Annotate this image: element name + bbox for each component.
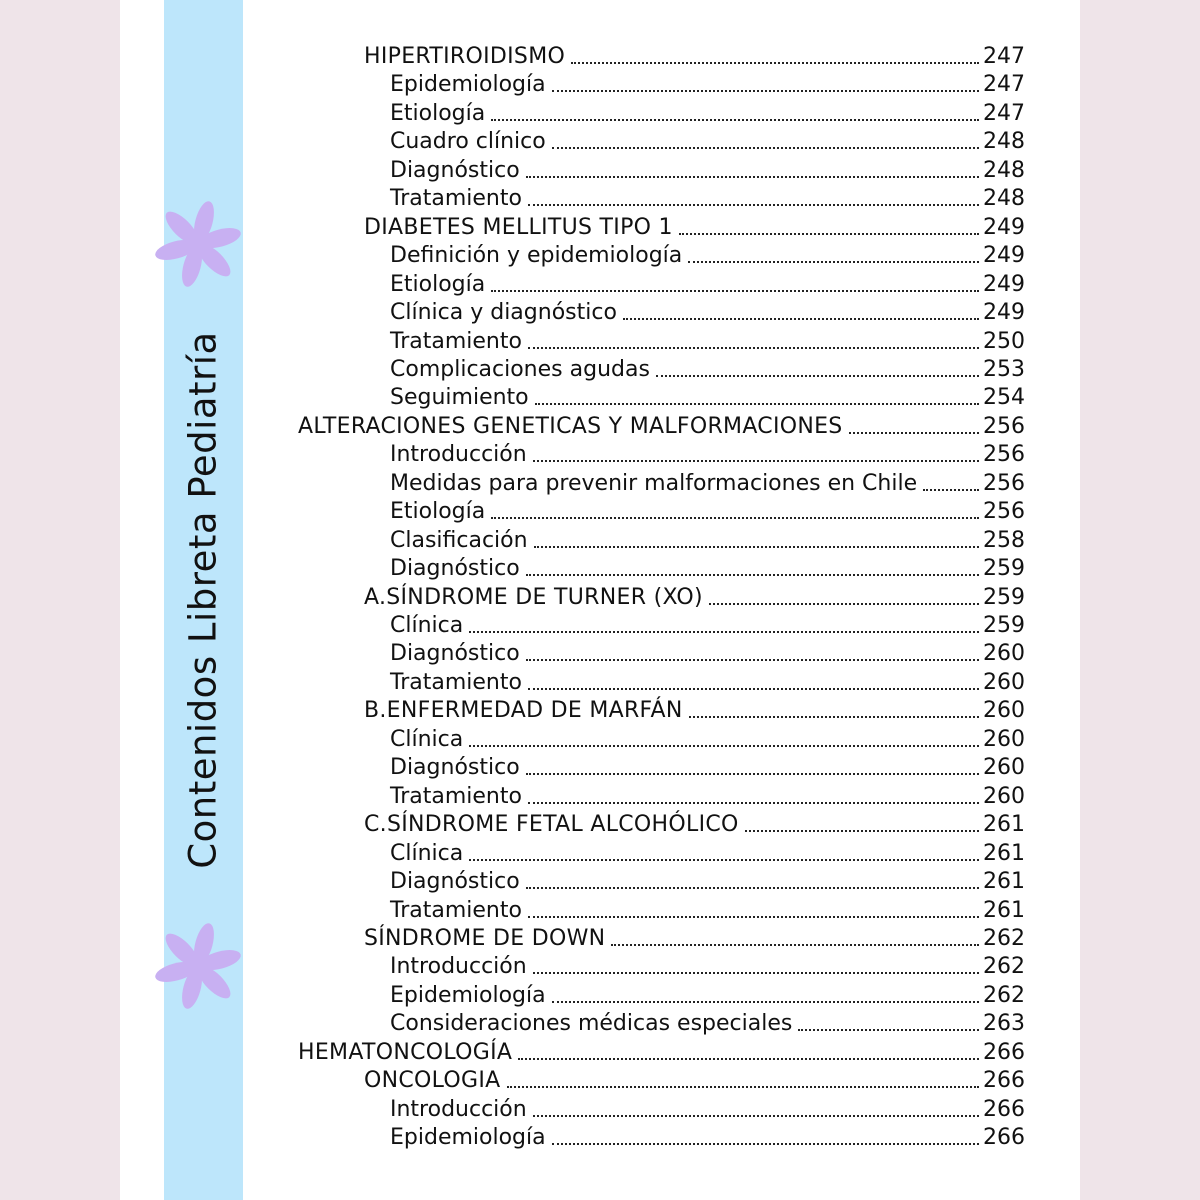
toc-page-number: 249 xyxy=(983,300,1025,326)
toc-page-number: 248 xyxy=(983,186,1025,212)
toc-entry-title: Etiología xyxy=(390,100,486,126)
toc-dot-leader xyxy=(688,261,979,263)
toc-page-number: 249 xyxy=(983,214,1025,240)
toc-entry-title: Medidas para prevenir malformaciones en Chile xyxy=(390,470,918,496)
toc-entry xyxy=(390,328,1025,356)
toc-entry xyxy=(364,697,1025,725)
toc-page-number: 259 xyxy=(983,613,1025,638)
toc-dot-leader xyxy=(745,830,979,832)
toc-page-number: 260 xyxy=(983,783,1025,809)
toc-entry xyxy=(390,185,1025,213)
toc-entry xyxy=(390,100,1025,128)
toc-entry-title: Tratamiento xyxy=(390,186,522,212)
toc-entry xyxy=(390,783,1025,811)
toc-entry-title: A.SÍNDROME DE TURNER (XO) xyxy=(364,584,703,610)
toc-dot-leader xyxy=(849,432,979,434)
toc-entry-title: Introducción xyxy=(390,442,527,468)
toc-entry xyxy=(390,299,1025,327)
toc-dot-leader xyxy=(526,659,979,661)
toc-entry-title: Diagnóstico xyxy=(390,641,520,667)
toc-entry-title: Complicaciones agudas xyxy=(390,356,650,382)
toc-entry xyxy=(390,242,1025,270)
toc-entry xyxy=(364,43,1025,71)
toc-page-number: 261 xyxy=(983,869,1025,895)
toc-dot-leader xyxy=(623,318,979,320)
toc-page-number: 250 xyxy=(983,328,1025,354)
toc-entry xyxy=(390,897,1025,925)
toc-entry xyxy=(364,214,1025,242)
toc-dot-leader xyxy=(528,916,979,918)
toc-dot-leader xyxy=(552,147,979,149)
toc-dot-leader xyxy=(469,745,979,747)
toc-entry xyxy=(390,470,1025,498)
toc-dot-leader xyxy=(534,546,979,548)
toc-dot-leader xyxy=(526,887,979,889)
toc-dot-leader xyxy=(469,631,979,633)
toc-entry-title: HIPERTIROIDISMO xyxy=(364,44,566,69)
toc-entry-title: Clínica y diagnóstico xyxy=(390,300,617,326)
toc-page-number: 256 xyxy=(983,499,1025,525)
toc-entry-title: Clínica xyxy=(390,613,464,638)
toc-entry-title: Introducción xyxy=(390,1096,527,1122)
toc-entry-title: Seguimiento xyxy=(390,385,529,411)
toc-page-number: 262 xyxy=(983,925,1025,951)
flower-icon xyxy=(150,918,246,1014)
toc-dot-leader xyxy=(528,688,979,690)
toc-entry xyxy=(390,527,1025,555)
flower-icon-graphic xyxy=(150,196,246,292)
toc-dot-leader xyxy=(491,517,979,519)
toc-page-number: 266 xyxy=(983,1096,1025,1122)
toc-entry-title: HEMATONCOLOGÍA xyxy=(298,1039,513,1065)
toc-page-number: 247 xyxy=(983,72,1025,98)
toc-entry xyxy=(298,413,1025,441)
toc-entry-title: Diagnóstico xyxy=(390,157,520,183)
toc-entry xyxy=(364,925,1025,953)
toc-entry-title: Etiología xyxy=(390,499,486,525)
toc-dot-leader xyxy=(656,375,979,377)
toc-entry-title: Clínica xyxy=(390,726,464,752)
toc-entry-title: Consideraciones médicas especiales xyxy=(390,1011,793,1037)
toc-entry xyxy=(390,754,1025,782)
toc-entry xyxy=(364,1067,1025,1095)
toc-entry xyxy=(390,612,1025,640)
toc-page-number: 260 xyxy=(983,726,1025,752)
toc-page-number: 260 xyxy=(983,669,1025,695)
toc-entry xyxy=(390,726,1025,754)
toc-dot-leader xyxy=(507,1086,979,1088)
toc-dot-leader xyxy=(528,347,979,349)
toc-entry-title: Epidemiología xyxy=(390,1125,546,1151)
toc-entry-title: Etiología xyxy=(390,271,486,297)
toc-entry-title: ONCOLOGIA xyxy=(364,1068,501,1094)
toc-entry xyxy=(390,1124,1025,1152)
toc-entry xyxy=(390,157,1025,185)
toc-entry xyxy=(364,811,1025,839)
toc-page-number: 256 xyxy=(983,470,1025,496)
toc-entry-title: Clínica xyxy=(390,840,464,866)
toc-page-number: 256 xyxy=(983,442,1025,468)
toc-entry-title: SÍNDROME DE DOWN xyxy=(364,925,606,951)
toc-entry-title: Tratamiento xyxy=(390,669,522,695)
toc-entry-title: Epidemiología xyxy=(390,982,546,1008)
toc-entry xyxy=(390,669,1025,697)
toc-dot-leader xyxy=(518,1058,979,1060)
flower-icon-graphic xyxy=(150,918,246,1014)
toc-dot-leader xyxy=(689,716,979,718)
toc-entry-title: Epidemiología xyxy=(390,72,546,98)
toc-entry xyxy=(390,868,1025,896)
flower-icon xyxy=(150,196,246,292)
toc-page-number: 261 xyxy=(983,840,1025,866)
toc-entry-title: Tratamiento xyxy=(390,328,522,354)
toc-entry-title: ALTERACIONES GENETICAS Y MALFORMACIONES xyxy=(298,413,843,439)
toc-page-number: 266 xyxy=(983,1068,1025,1094)
toc-page-number: 249 xyxy=(983,271,1025,297)
toc-page-number: 260 xyxy=(983,698,1025,724)
toc-entry xyxy=(390,1096,1025,1124)
toc-entry-title: Cuadro clínico xyxy=(390,129,546,155)
toc-dot-leader xyxy=(611,944,979,946)
toc-page-number: 254 xyxy=(983,385,1025,411)
toc-entry xyxy=(390,982,1025,1010)
toc-dot-leader xyxy=(533,1115,979,1117)
toc-entry xyxy=(390,271,1025,299)
toc-entry-title: Definición y epidemiología xyxy=(390,243,683,269)
toc-page-number: 256 xyxy=(983,413,1025,439)
toc-entry-title: B.ENFERMEDAD DE MARFÁN xyxy=(364,698,683,724)
toc-page-number: 260 xyxy=(983,641,1025,667)
toc-entry-title: Diagnóstico xyxy=(390,556,520,582)
toc-page-number: 247 xyxy=(983,100,1025,126)
toc-dot-leader xyxy=(798,1029,979,1031)
toc-entry-title: Introducción xyxy=(390,954,527,980)
toc-dot-leader xyxy=(571,62,979,64)
toc-dot-leader xyxy=(469,859,979,861)
toc-entry xyxy=(364,584,1025,612)
toc-entry xyxy=(390,1010,1025,1038)
toc-dot-leader xyxy=(528,204,979,206)
flower-center xyxy=(189,957,206,974)
toc-dot-leader xyxy=(528,802,979,804)
toc-page-number: 261 xyxy=(983,897,1025,923)
toc-entry xyxy=(298,1039,1025,1067)
toc-dot-leader xyxy=(526,574,979,576)
toc-entry xyxy=(390,441,1025,469)
toc-dot-leader xyxy=(491,119,979,121)
toc-entry xyxy=(390,356,1025,384)
flower-center xyxy=(189,235,206,252)
toc-page-number: 248 xyxy=(983,157,1025,183)
toc-dot-leader xyxy=(709,603,979,605)
toc-entry-title: Tratamiento xyxy=(390,783,522,809)
toc-dot-leader xyxy=(533,460,979,462)
toc-page-number: 262 xyxy=(983,954,1025,980)
toc-entry-title: C.SÍNDROME FETAL ALCOHÓLICO xyxy=(364,812,739,838)
toc-dot-leader xyxy=(552,1143,979,1145)
toc-page-number: 259 xyxy=(983,556,1025,582)
toc-entry xyxy=(390,128,1025,156)
toc-entry-title: Diagnóstico xyxy=(390,869,520,895)
toc-entry xyxy=(390,840,1025,868)
toc-entry-title: Diagnóstico xyxy=(390,755,520,781)
toc-dot-leader xyxy=(526,176,979,178)
toc-dot-leader xyxy=(923,489,979,491)
toc-entry xyxy=(390,640,1025,668)
toc-page-number: 266 xyxy=(983,1125,1025,1151)
toc-dot-leader xyxy=(533,972,979,974)
toc-entry xyxy=(390,384,1025,412)
toc-page-number: 248 xyxy=(983,129,1025,155)
toc-page-number: 263 xyxy=(983,1011,1025,1037)
toc-page-number: 259 xyxy=(983,584,1025,610)
toc-entry xyxy=(390,953,1025,981)
toc-dot-leader xyxy=(552,1001,979,1003)
toc-page-number: 260 xyxy=(983,755,1025,781)
toc-dot-leader xyxy=(679,233,979,235)
toc-page-number: 258 xyxy=(983,527,1025,553)
toc-dot-leader xyxy=(526,773,979,775)
toc-page-number: 249 xyxy=(983,243,1025,269)
toc-entry-title: Tratamiento xyxy=(390,897,522,923)
toc-entry-title: Clasificación xyxy=(390,527,528,553)
toc-dot-leader xyxy=(491,290,979,292)
toc-page-number: 261 xyxy=(983,812,1025,838)
sidebar-title: Contenidos Libreta Pediatría xyxy=(181,331,225,869)
toc-page-number: 266 xyxy=(983,1039,1025,1065)
toc-entry xyxy=(390,498,1025,526)
toc-dot-leader xyxy=(552,90,979,92)
toc-entry-title: DIABETES MELLITUS TIPO 1 xyxy=(364,214,673,240)
toc-page-number: 262 xyxy=(983,982,1025,1008)
toc-page-number: 253 xyxy=(983,356,1025,382)
toc-entry xyxy=(390,555,1025,583)
toc-page-number: 247 xyxy=(983,44,1025,69)
toc-dot-leader xyxy=(535,403,979,405)
toc-entry xyxy=(390,71,1025,99)
